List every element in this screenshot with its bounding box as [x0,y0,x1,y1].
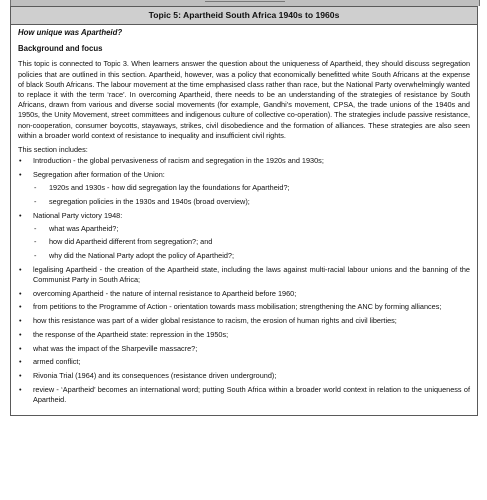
list-item [18,385,470,405]
list-item-text: National Party victory 1948: [33,210,123,220]
list-item-text: how this resistance was part of a wider global resistance to racism, the erosion of human rights and civil liberties; [33,316,397,326]
bullet-icon: • [19,210,22,220]
bullet-icon: • [19,288,22,298]
list-item [18,289,470,299]
list-item-text: review - ‘Apartheid’ becomes an international word; putting South Africa within a broader world context in relation to the uniqueness of Apartheid. [33,384,470,404]
bullet-icon: • [19,156,22,166]
sub-list-item [33,237,470,247]
list-item-text: Introduction - the global pervasiveness of racism and segregation in the 1920s and 1930s; [33,156,324,166]
list-item-text: legalising Apartheid - the creation of the Apartheid state, including the laws against multi-racial labour unions and the banning of the Communist Party in South Africa; [33,264,470,285]
dash-icon: - [34,223,37,233]
bullet-icon: • [19,343,22,353]
bullet-icon: • [19,329,22,339]
sub-list-item [33,183,470,193]
bullet-icon: • [19,169,22,179]
list-item [18,371,470,381]
list-item [18,302,470,312]
topic-content [11,25,477,415]
list-item-text: overcoming Apartheid - the nature of internal resistance to Apartheid before 1960; [33,288,297,298]
list-item-text: armed conflict; [33,357,81,367]
sub-list-item-text: why did the National Party adopt the policy of Apartheid?; [49,251,234,261]
list-item-text: the response of the Apartheid state: repression in the 1950s; [33,329,229,339]
sub-list-item-text: what was Apartheid?; [49,223,119,233]
list-item-text: what was the impact of the Sharpeville massacre?; [33,343,198,353]
list-item [18,156,470,166]
list-item [18,316,470,326]
dash-icon: - [34,251,37,261]
bullet-icon: • [19,302,22,312]
section-heading: Background and focus [18,44,103,54]
sub-list [33,183,470,207]
list-item [18,344,470,354]
cropped-text-line [205,0,285,2]
content-list [18,156,470,405]
bullet-icon: • [19,264,22,274]
background-paragraph: This topic is connected to Topic 3. When learners answer the question about the uniqueness of Apartheid, they should discuss segregation policies that are outlined in this section. Apartheid, however, was a policy that economically benefitted white South Africans at the expense of black South Africans. The labour movement at the time emphasised class rather than race, but the National Party overwhelmingly wanted to replace it with the term ‘race’. In overcoming Apartheid, there needs to be an understanding of the strategies of resistance by South Africans, drawn from various and diverse social movements (for example, Gandhi’s movement, CPSA, the trade unions of the 1940s and 1950s, the Unity Movement, street committees and indigenous culture of collective co-operation). The strategies include passive resistance, non-cooperation, consumer boycotts, stayaways, strikes, civil disobedience and the formation of alliances. These strategies are also seen within a broader world context of resistance to inequality and insufficient civil rights. [18,59,470,140]
sub-list-item-text: segregation policies in the 1930s and 1940s (broad overview); [49,196,250,206]
sub-list-item-text: how did Apartheid different from segregation?; and [49,237,213,247]
sub-list-item [33,197,470,207]
topic-title: Topic 5: Apartheid South Africa 1940s to 1960s [11,6,477,25]
bullet-icon: • [19,384,22,394]
dash-icon: - [34,196,37,206]
bullet-icon: • [19,370,22,380]
sub-list-item [33,224,470,234]
list-item [18,211,470,262]
list-item [18,330,470,340]
dash-icon: - [34,237,37,247]
sub-list [33,224,470,262]
list-item [18,357,470,367]
list-item [18,265,470,285]
list-item-text: Segregation after formation of the Union: [33,169,165,179]
bullet-icon: • [19,357,22,367]
list-item [18,170,470,207]
focus-question: How unique was Apartheid? [18,28,123,37]
section-intro: This section includes: [18,145,88,155]
list-item-text: Rivonia Trial (1964) and its consequences (resistance driven underground); [33,370,277,380]
topic-box [10,6,478,416]
sub-list-item-text: 1920s and 1930s - how did segregation lay the foundations for Apartheid?; [49,183,290,193]
list-item-text: from petitions to the Programme of Action - orientation towards mass mobilisation; strengthening the ANC by forming alliances; [33,302,442,312]
dash-icon: - [34,183,37,193]
sub-list-item [33,251,470,261]
bullet-icon: • [19,316,22,326]
